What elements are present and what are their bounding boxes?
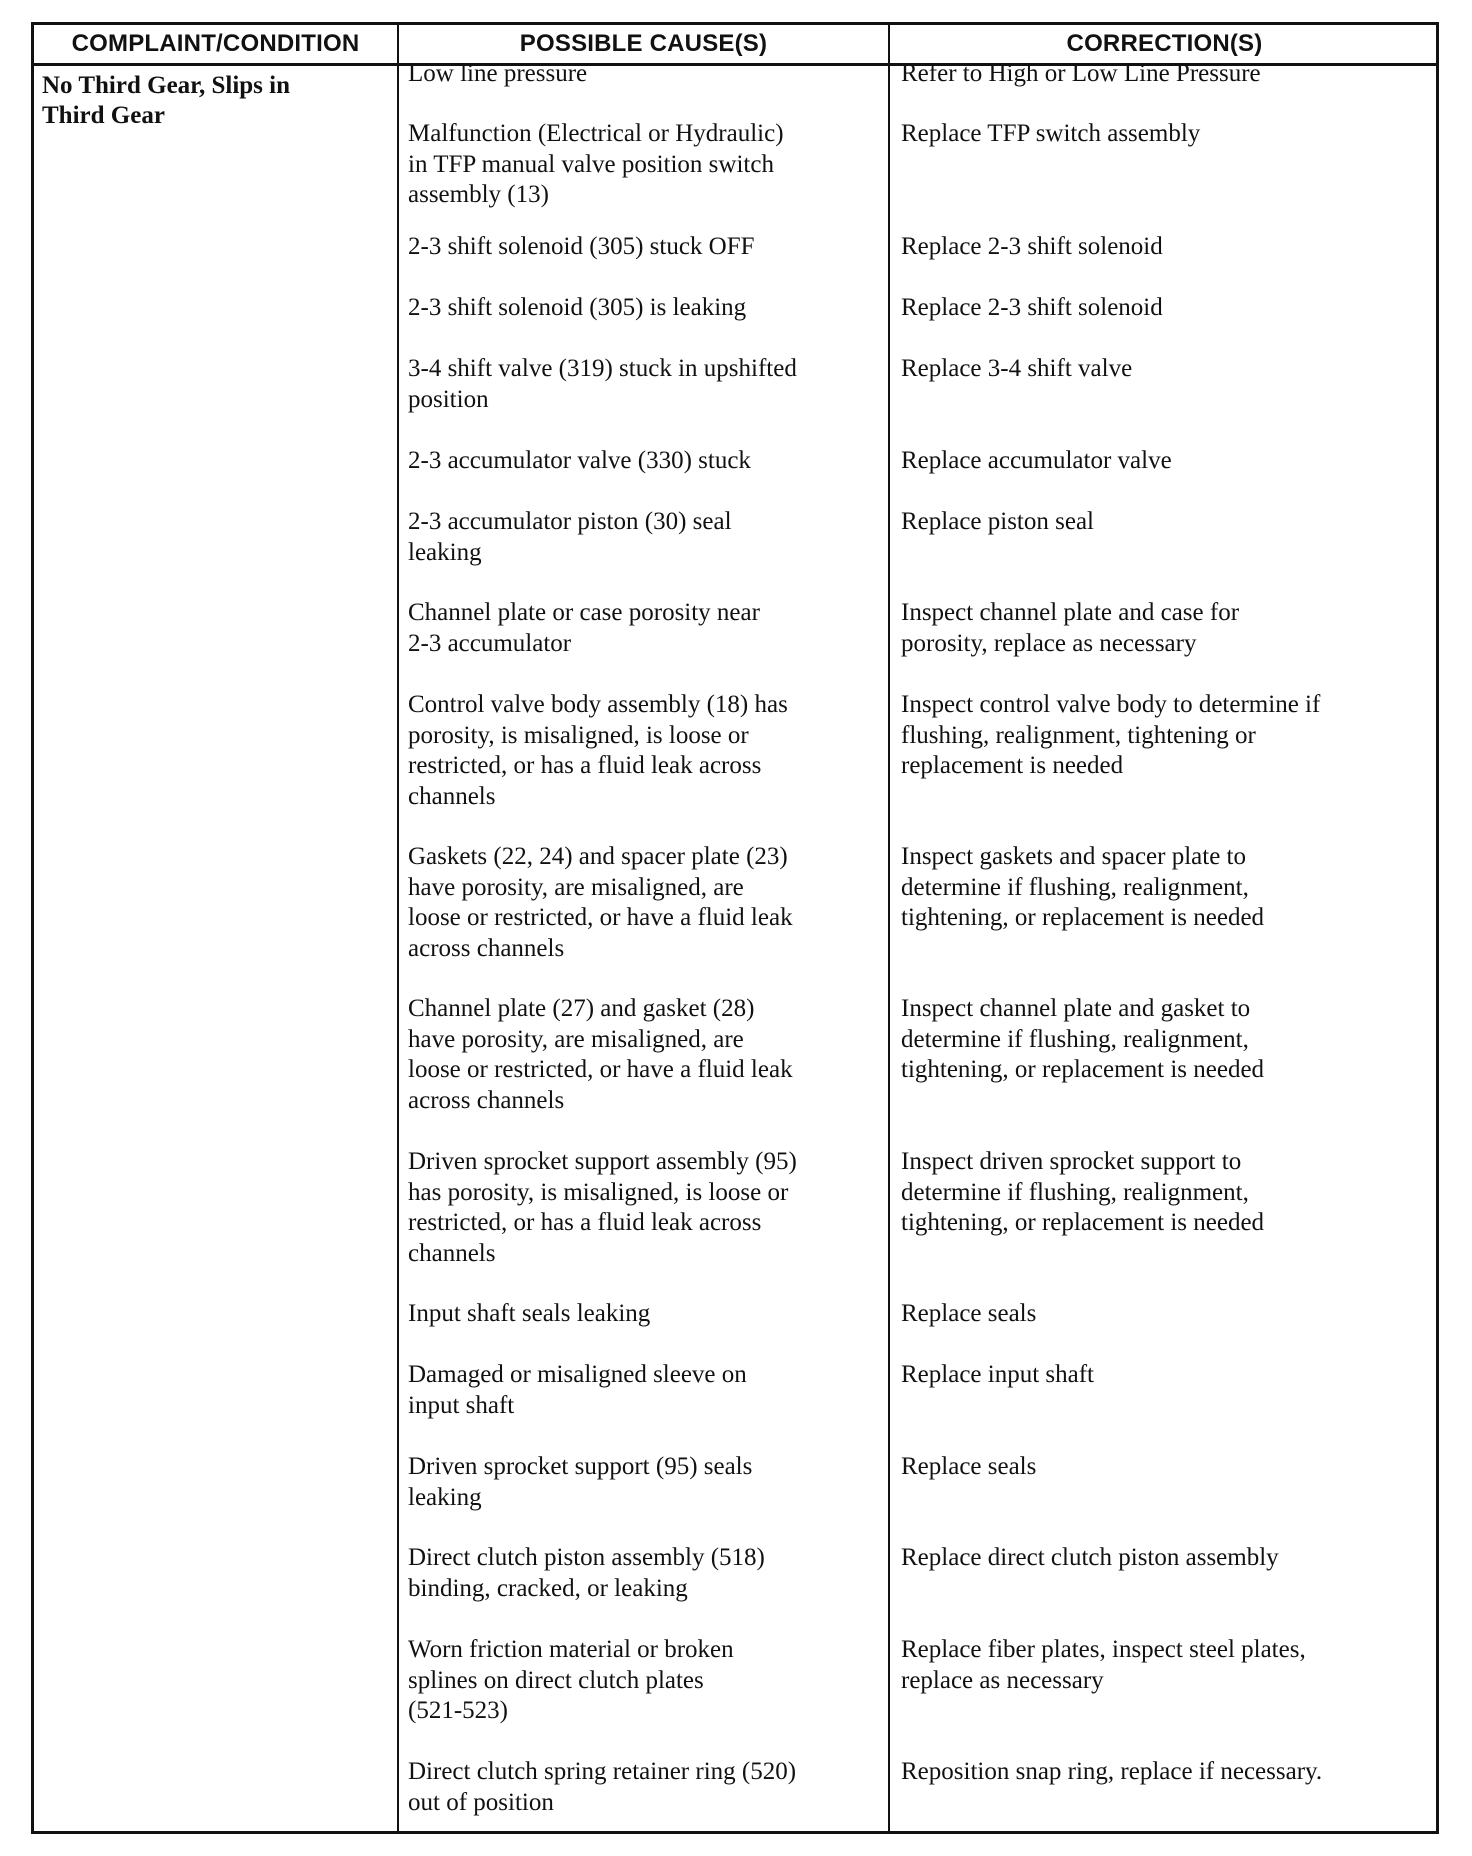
correction-cell: Replace input shaft	[901, 1361, 1094, 1388]
cause-cell: Direct clutch spring retainer ring (520) out of position	[408, 1758, 797, 1816]
correction-cell: Refer to High or Low Line Pressure	[901, 60, 1261, 87]
correction-cell: Replace TFP switch assembly	[901, 120, 1201, 147]
cause-cell: Malfunction (Electrical or Hydraulic) in TFP manual valve position switch assembly (13)	[408, 120, 784, 208]
cause-cell: Damaged or misaligned sleeve on input shaft	[408, 1361, 747, 1419]
correction-cell: Replace piston seal	[901, 508, 1094, 535]
cause-cell: Gaskets (22, 24) and spacer plate (23) have porosity, are misaligned, are loose or restricted, or have a fluid leak across channels	[408, 843, 793, 962]
correction-cell: Inspect gaskets and spacer plate to determine if flushing, realignment, tightening, or replacement is needed	[901, 843, 1265, 931]
cause-cell: 2-3 shift solenoid (305) stuck OFF	[408, 233, 755, 260]
cause-cell: Direct clutch piston assembly (518) binding, cracked, or leaking	[408, 1544, 765, 1602]
correction-cell: Replace fiber plates, inspect steel plates, replace as necessary	[901, 1636, 1306, 1694]
correction-cell: Inspect driven sprocket support to determine if flushing, realignment, tightening, or replacement is needed	[901, 1148, 1265, 1236]
cause-cell: Worn friction material or broken splines on direct clutch plates (521-523)	[408, 1636, 734, 1724]
correction-cell: Replace direct clutch piston assembly	[901, 1544, 1279, 1571]
cause-cell: Input shaft seals leaking	[408, 1300, 651, 1327]
cause-cell: 3-4 shift valve (319) stuck in upshifted position	[408, 355, 797, 413]
condition-text: No Third Gear, Slips in Third Gear	[42, 72, 290, 129]
header-possible-causes: POSSIBLE CAUSE(S)	[519, 30, 768, 57]
correction-cell: Inspect channel plate and gasket to determine if flushing, realignment, tightening, or replacement is needed	[901, 995, 1265, 1083]
cause-cell: Low line pressure	[408, 60, 588, 87]
correction-cell: Replace 2-3 shift solenoid	[901, 294, 1163, 321]
correction-cell: Replace accumulator valve	[901, 447, 1172, 474]
correction-cell: Replace seals	[901, 1453, 1037, 1480]
column-divider	[397, 25, 399, 1831]
correction-cell: Reposition snap ring, replace if necessary.	[901, 1758, 1323, 1785]
correction-cell: Inspect channel plate and case for porosity, replace as necessary	[901, 599, 1240, 657]
correction-cell: Inspect control valve body to determine if flushing, realignment, tightening or replacement is needed	[901, 691, 1321, 779]
header-complaint-condition: COMPLAINT/CONDITION	[71, 30, 360, 57]
column-divider	[888, 25, 890, 1831]
correction-cell: Replace 2-3 shift solenoid	[901, 233, 1163, 260]
cause-cell: Driven sprocket support assembly (95) has porosity, is misaligned, is loose or restricted, or has a fluid leak across channels	[408, 1148, 797, 1267]
cause-cell: Control valve body assembly (18) has porosity, is misaligned, is loose or restricted, or has a fluid leak across channels	[408, 691, 788, 810]
cause-cell: 2-3 accumulator piston (30) seal leaking	[408, 508, 732, 566]
cause-cell: 2-3 accumulator valve (330) stuck	[408, 447, 751, 474]
cause-cell: Channel plate (27) and gasket (28) have porosity, are misaligned, are loose or restricted, or have a fluid leak across channels	[408, 995, 793, 1114]
complaint-condition	[42, 71, 382, 131]
correction-cell: Replace seals	[901, 1300, 1037, 1327]
correction-cell: Replace 3-4 shift valve	[901, 355, 1133, 382]
header-corrections: CORRECTION(S)	[1066, 30, 1263, 57]
diagnosis-table	[31, 22, 1439, 1834]
cause-cell: Channel plate or case porosity near 2-3 accumulator	[408, 599, 760, 657]
cause-cell: Driven sprocket support (95) seals leaking	[408, 1453, 753, 1511]
cause-cell: 2-3 shift solenoid (305) is leaking	[408, 294, 747, 321]
